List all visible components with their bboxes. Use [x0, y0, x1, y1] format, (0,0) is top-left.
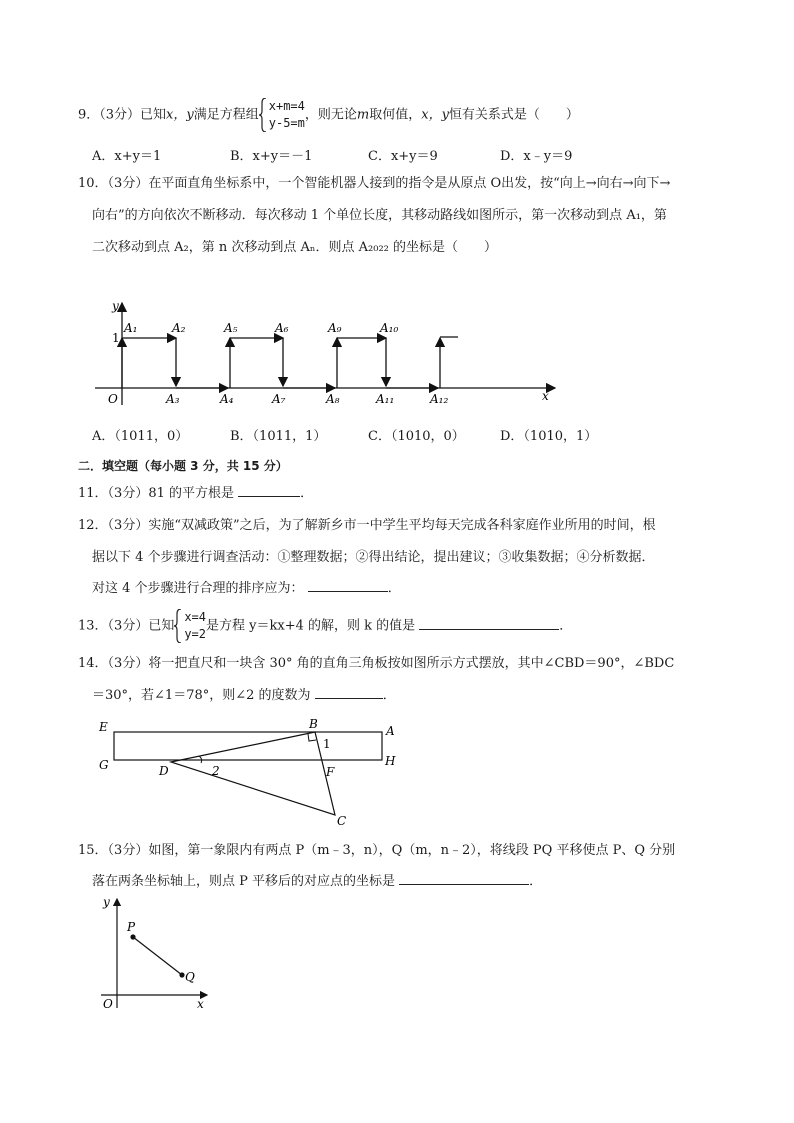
q11-answer-blank[interactable]: [238, 482, 300, 497]
q10-line1: 10．（3分）在平面直角坐标系中，一个智能机器人接到的指令是从原点 O出发，按“向上→向右→向下→: [78, 176, 671, 191]
q14-label-d: D: [159, 764, 169, 778]
q15-y-label: y: [103, 895, 110, 909]
q10-label-a11: A₁₁: [376, 392, 395, 406]
q13-equation-system: [174, 609, 206, 643]
q14-label-f: F: [326, 765, 335, 779]
q11-end: ．: [300, 486, 314, 501]
q9-tail1: ，则无论: [304, 107, 357, 123]
q12-line3-wrap: [92, 576, 401, 602]
q13-answer-blank[interactable]: [419, 615, 559, 630]
q9-eq1: x+m=4: [268, 99, 305, 113]
q15-line2-wrap: [92, 869, 542, 895]
q9-option-b[interactable]: B．x+y＝－1: [230, 149, 313, 164]
q14-label-a: A: [386, 724, 395, 738]
q10-option-d[interactable]: D．（1010，1）: [500, 429, 598, 444]
q10-label-a6: A₆: [275, 321, 289, 335]
q10-x-label: x: [542, 389, 549, 403]
q10-label-a7: A₇: [272, 392, 286, 406]
q10-label-a10: A₁₀: [380, 321, 399, 335]
q11-stem: [78, 481, 313, 507]
q11-text: 11．（3分）81 的平方根是: [78, 486, 234, 501]
q14-label-h: H: [385, 754, 396, 768]
q15-line1: 15．（3分）如图，第一象限内有两点 P（m﹣3，n），Q（m，n﹣2），将线段 PQ 平移使点 P、Q 分别: [78, 843, 676, 858]
q10-line3: 二次移动到点 A₂，第 n 次移动到点 Aₙ．则点 A₂₀₂₂ 的坐标是（ ）: [92, 240, 498, 255]
q14-angle1-label: 1: [323, 737, 331, 751]
q13-eq1: x=4: [184, 610, 207, 624]
q14-label-e: E: [99, 720, 108, 734]
q10-option-a[interactable]: A．（1011，0）: [92, 429, 189, 444]
q10-origin: O: [108, 392, 118, 406]
q9-option-c[interactable]: C．x+y＝9: [368, 149, 438, 164]
q10-label-a3: A₃: [166, 392, 180, 406]
q13-end: ．: [559, 618, 573, 634]
q9-eq2: y-5=m: [268, 116, 305, 130]
q15-label-p: P: [127, 920, 136, 934]
q14-line2-wrap: [92, 683, 396, 709]
brace-icon: [259, 98, 267, 132]
q12-answer-blank[interactable]: [308, 577, 388, 592]
section2-heading: 二．填空题（每小题 3 分，共 15 分）: [78, 459, 288, 473]
q15-x-label: x: [197, 997, 204, 1011]
brace-icon: [174, 609, 182, 643]
q15-answer-blank[interactable]: [399, 870, 529, 885]
q15-point-q: [179, 972, 184, 977]
q14-label-g: G: [99, 758, 109, 772]
q9-vars: x，y: [166, 107, 194, 123]
q14-angle2-label: 2: [212, 764, 220, 778]
q10-label-a1: A₁: [124, 321, 138, 335]
q14-end: ．: [382, 688, 396, 703]
q14-label-b: B: [309, 717, 318, 731]
q15-line2: 落在两条坐标轴上，则点 P 平移后的对应点的坐标是: [92, 874, 396, 889]
q9-option-a[interactable]: A．x+y＝1: [92, 149, 162, 164]
q9-m: m: [356, 107, 370, 123]
q9-vars2: x，y: [421, 107, 449, 123]
q14-line1: 14．（3分）将一把直尺和一块含 30° 角的直角三角板按如图所示方式摆放，其中∠CBD＝90°，∠BDC: [78, 656, 675, 671]
q10-path: [122, 337, 458, 388]
q14-figure: [95, 715, 415, 830]
q9-option-d[interactable]: D．x﹣y＝9: [500, 149, 573, 164]
q15-end: ．: [529, 874, 543, 889]
q15-segment-pq: [133, 937, 182, 975]
q9-number: 9．（3分）已知: [78, 107, 167, 123]
q9-equation-system: [259, 98, 305, 132]
q15-point-p: [130, 934, 135, 939]
q9-tail3: 恒有关系式是（ ）: [448, 107, 579, 123]
q15-label-q: Q: [185, 970, 195, 984]
q12-end: ．: [387, 581, 401, 596]
q13-mid: 是方程 y＝kx+4 的解，则 k 的值是: [206, 618, 416, 634]
q12-line2: 据以下 4 个步骤进行调查活动：①整理数据；②得出结论，提出建议；③收集数据；④分析数据．: [92, 550, 655, 565]
q14-right-angle-mark: [308, 734, 316, 741]
q12-line1: 12．（3分）实施“双减政策”之后，为了解新乡市一中学生平均每天完成各科家庭作业所用的时间，根: [78, 518, 656, 533]
q15-figure: [95, 893, 225, 1013]
q14-line2: ＝30°，若∠1＝78°，则∠2 的度数为: [92, 688, 311, 703]
q13-stem: [78, 609, 572, 643]
q10-label-a9: A₉: [328, 321, 342, 335]
q10-option-b[interactable]: B．（1011，1）: [230, 429, 327, 444]
q10-label-a12: A₁₂: [430, 392, 449, 406]
q9-stem: [78, 98, 579, 132]
q10-option-c[interactable]: C．（1010，0）: [368, 429, 465, 444]
q13-start: 13．（3分）已知: [78, 618, 175, 634]
q14-triangle: [171, 732, 335, 815]
q10-line2: 向右”的方向依次不断移动．每次移动 1 个单位长度，其移动路线如图所示，第一次移动到点 A₁，第: [92, 208, 667, 223]
q10-y-label: y: [112, 299, 119, 313]
q10-figure: [90, 295, 570, 410]
q9-tail2: 取何值，: [369, 107, 422, 123]
q14-label-c: C: [337, 814, 347, 828]
q15-origin: O: [103, 997, 113, 1011]
q9-mid: 满足方程组: [193, 107, 259, 123]
q10-label-a4: A₄: [220, 392, 234, 406]
q14-answer-blank[interactable]: [315, 684, 383, 699]
q12-line3: 对这 4 个步骤进行合理的排序应为：: [92, 581, 304, 596]
q10-label-a5: A₅: [224, 321, 238, 335]
q13-eq2: y=2: [184, 627, 207, 641]
q10-label-a2: A₂: [172, 321, 186, 335]
q10-one: 1: [112, 331, 120, 345]
q10-label-a8: A₈: [326, 392, 340, 406]
